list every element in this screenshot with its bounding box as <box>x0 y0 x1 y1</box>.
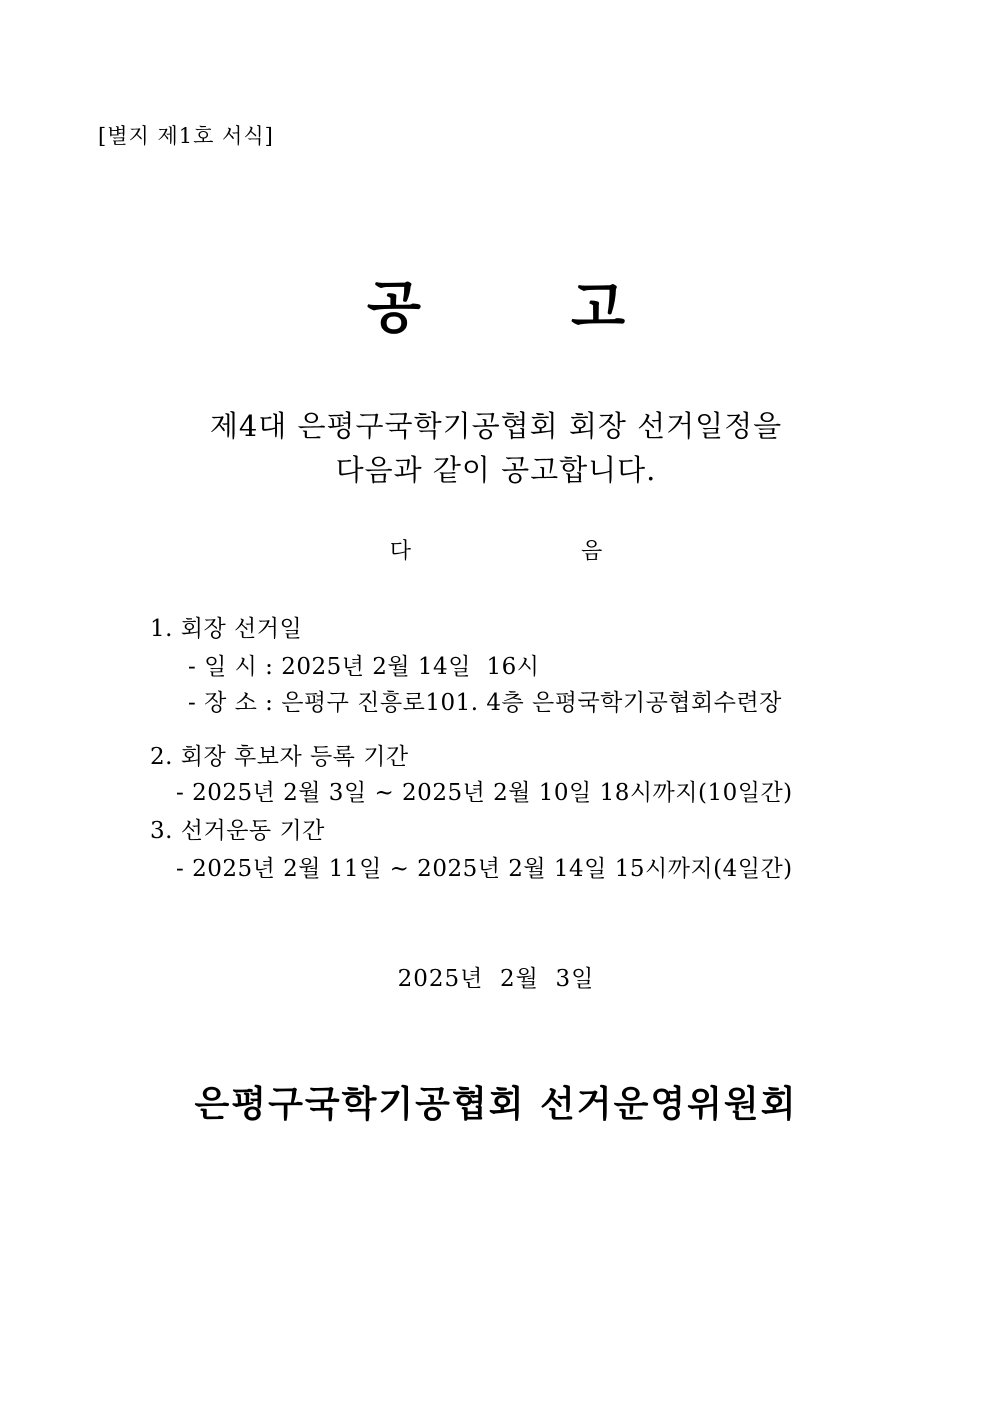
intro-line-1: 제4대 은평구국학기공협회 회장 선거일정을 <box>209 409 783 443</box>
section-3-period: - 2025년 2월 11일 ~ 2025년 2월 14일 15시까지(4일간) <box>176 856 793 882</box>
next-heading <box>0 534 992 565</box>
title-char-2: 고 <box>571 275 626 341</box>
form-label: [별지 제1호 서식] <box>98 124 274 148</box>
issuer-signature: 은평구국학기공협회 선거운영위원회 <box>194 1083 798 1125</box>
section-1-location: - 장 소 : 은평구 진흥로101. 4층 은평국학기공협회수련장 <box>188 690 782 716</box>
page-title <box>0 264 992 344</box>
section-2-heading: 2. 회장 후보자 등록 기간 <box>150 744 409 770</box>
next-char-1: 다 <box>389 539 411 564</box>
section-3-heading: 3. 선거운동 기간 <box>150 818 325 844</box>
intro-line-2: 다음과 같이 공고합니다. <box>335 453 657 487</box>
title-char-1: 공 <box>366 275 421 341</box>
section-1-datetime: - 일 시 : 2025년 2월 14일 16시 <box>188 654 540 680</box>
next-char-2: 음 <box>581 539 603 564</box>
section-2-period: - 2025년 2월 3일 ~ 2025년 2월 10일 18시까지(10일간) <box>176 780 793 806</box>
announcement-date: 2025년 2월 3일 <box>397 966 595 992</box>
section-1-heading: 1. 회장 선거일 <box>150 616 303 642</box>
